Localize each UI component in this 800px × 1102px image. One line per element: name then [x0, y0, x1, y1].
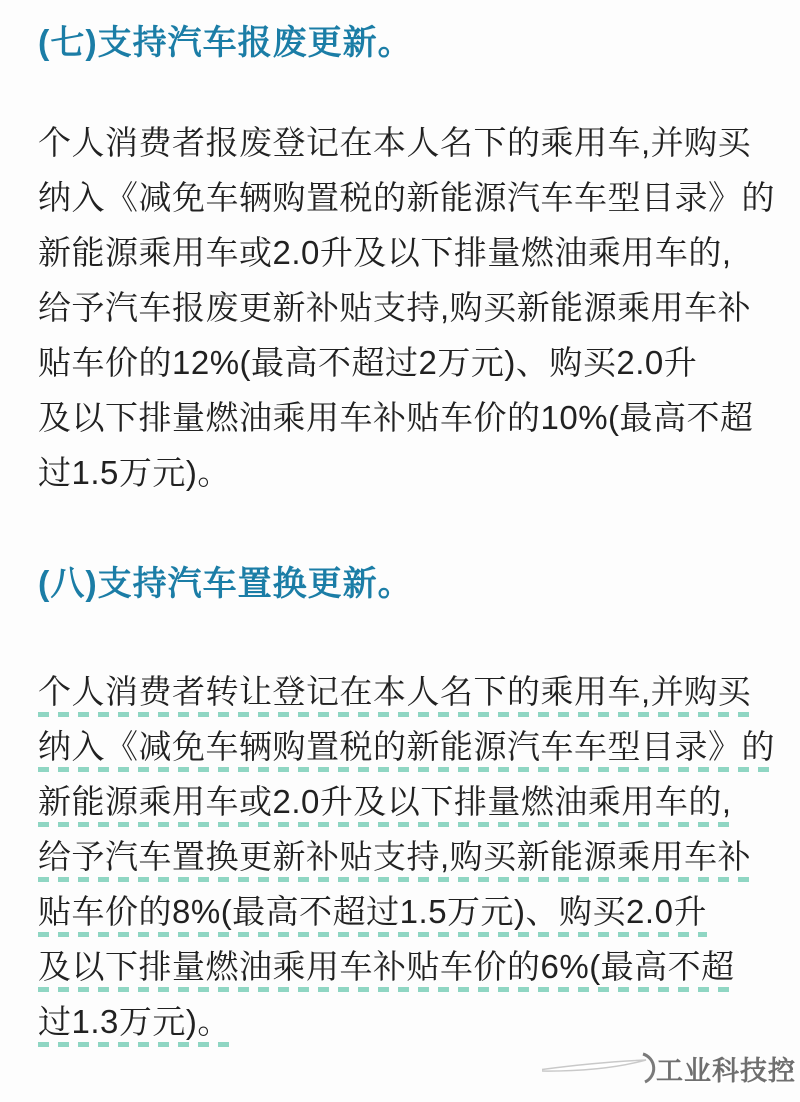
paragraph-scrappage — [38, 118, 775, 503]
paragraph-replacement — [38, 667, 775, 1052]
watermark — [542, 1048, 796, 1088]
article-content — [0, 22, 800, 1052]
text-line-content: 及以下排量燃油乘用车补贴车价的6%(最高不超 — [38, 942, 735, 992]
text-line — [38, 997, 762, 1052]
text-line — [38, 338, 762, 393]
text-line-content: 给予汽车置换更新补贴支持,购买新能源乘用车补 — [38, 832, 751, 882]
section-replacement-heading: (八)支持汽车置换更新。 — [38, 565, 413, 603]
watermark-swoosh-icon — [542, 1048, 662, 1088]
text-line — [38, 887, 762, 942]
text-line — [38, 667, 762, 722]
text-line-content: 新能源乘用车或2.0升及以下排量燃油乘用车的, — [38, 777, 732, 827]
text-line — [38, 283, 762, 338]
text-line — [38, 448, 762, 503]
text-line — [38, 942, 762, 997]
text-line-content: 纳入《减免车辆购置税的新能源汽车车型目录》的 — [38, 722, 775, 772]
text-line-content: 贴车价的12%(最高不超过2万元)、购买2.0升 — [38, 344, 698, 381]
text-line — [38, 832, 762, 887]
text-line-content: 给予汽车报废更新补贴支持,购买新能源乘用车补 — [38, 289, 752, 326]
article-page — [0, 22, 800, 1102]
text-line-content: 个人消费者报废登记在本人名下的乘用车,并购买 — [38, 124, 752, 161]
text-line — [38, 777, 762, 832]
text-line-content: 新能源乘用车或2.0升及以下排量燃油乘用车的, — [38, 234, 732, 271]
text-line — [38, 722, 775, 777]
text-line-content: 纳入《减免车辆购置税的新能源汽车车型目录》的 — [38, 179, 775, 216]
text-line — [38, 118, 762, 173]
text-line-content: 过1.5万元)。 — [38, 454, 231, 491]
text-line — [38, 228, 762, 283]
text-line-content: 个人消费者转让登记在本人名下的乘用车,并购买 — [38, 667, 751, 717]
watermark-text: 工业科技控 — [656, 1055, 796, 1086]
text-line — [38, 173, 775, 228]
section-scrappage-heading: (七)支持汽车报废更新。 — [38, 24, 413, 62]
text-line-content: 过1.3万元)。 — [38, 997, 231, 1047]
text-line-content: 贴车价的8%(最高不超过1.5万元)、购买2.0升 — [38, 887, 707, 937]
text-line — [38, 393, 762, 448]
text-line-content: 及以下排量燃油乘用车补贴车价的10%(最高不超 — [38, 399, 754, 436]
